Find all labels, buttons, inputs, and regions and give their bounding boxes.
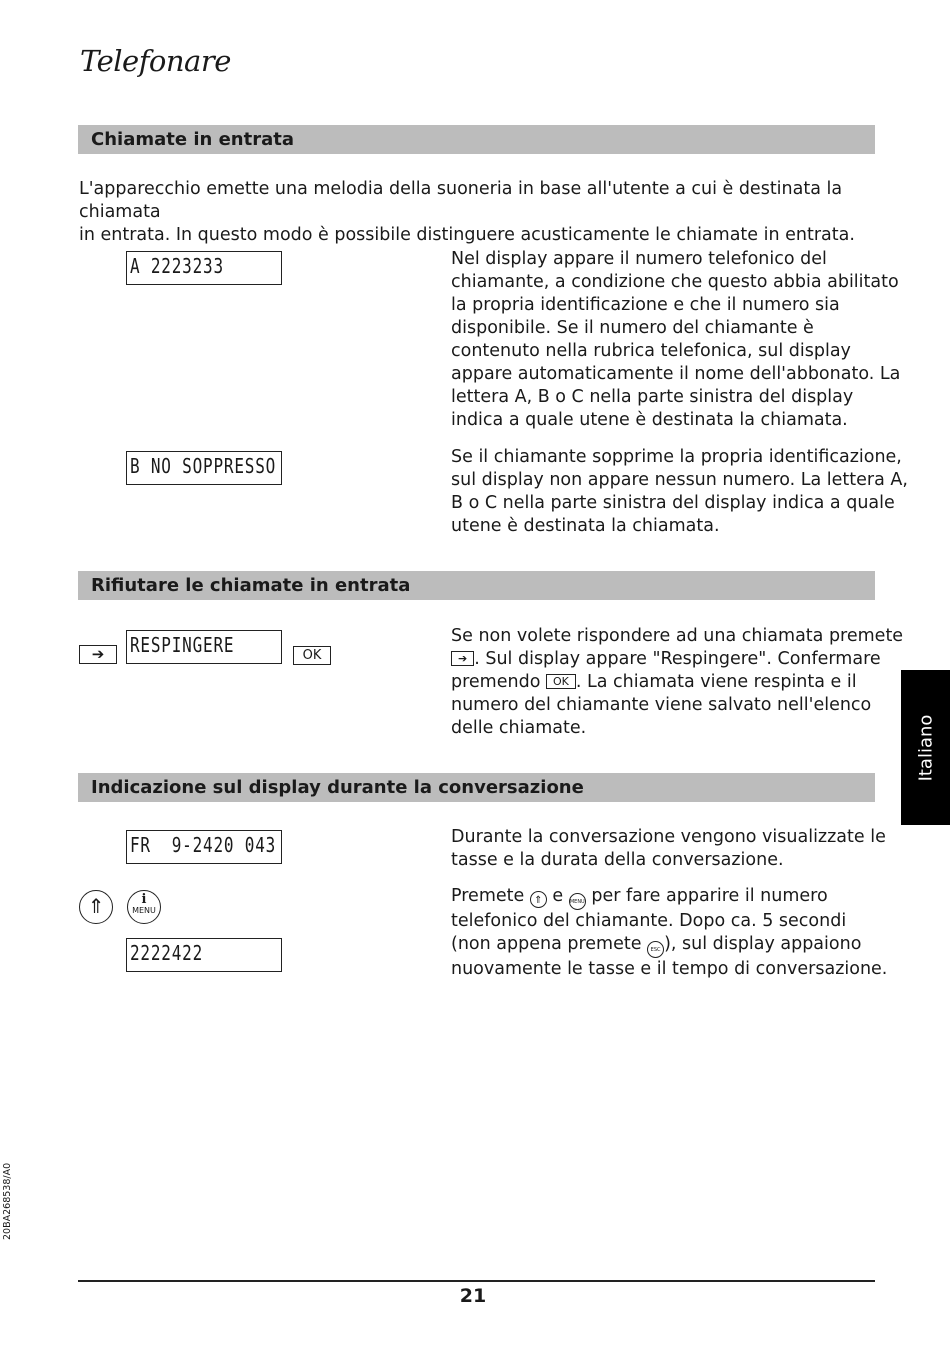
ok-key-icon: OK bbox=[293, 646, 331, 665]
page-title: Telefonare bbox=[80, 44, 231, 78]
footer-rule bbox=[78, 1280, 875, 1282]
section-heading-conversation bbox=[78, 773, 875, 802]
number-paragraph: Premete ⇑ e MENU per fare apparire il numero telefonico del chiamante. Dopo ca. 5 secondi (non appena premete ESC ), sul display appaiono nuovamente le tasse e il tempo di conversazione. bbox=[451, 886, 888, 979]
lcd-display-call-info: FR 9-2420 043 bbox=[126, 830, 282, 864]
section-heading-incoming bbox=[78, 125, 875, 154]
section-heading-reject bbox=[78, 571, 875, 600]
up-arrow-inline-icon: ⇑ bbox=[530, 891, 547, 908]
intro-paragraph bbox=[79, 178, 879, 247]
page-number: 21 bbox=[459, 1285, 487, 1307]
reject-paragraph: Se non volete rispondere ad una chiamata premete ➔ . Sul display appare "Respingere". Confermare premendo OK . La chiamata viene respinta e il numero del chiamante viene salvato nell'elenco delle chiamate. bbox=[451, 626, 904, 738]
intro-line: in entrata. In questo modo è possibile distinguere acusticamente le chiamate in entrata. bbox=[79, 225, 855, 245]
section-heading-text: Rifiutare le chiamate in entrata bbox=[91, 575, 411, 596]
arrow-key-icon: ➔ bbox=[79, 645, 117, 664]
section-heading-text: Indicazione sul display durante la conversazione bbox=[91, 777, 584, 798]
lcd-display-suppressed: B NO SOPPRESSO bbox=[126, 451, 282, 485]
ok-key-inline-icon: OK bbox=[546, 674, 576, 689]
menu-inline-icon: MENU bbox=[569, 893, 586, 910]
info-menu-key-icon: i MENU bbox=[127, 890, 161, 924]
caller-paragraph: Nel display appare il numero telefonico del chiamante, a condizione che questo abbia abilitato la propria identificazione e che il numero sia disponibile. Se il numero del chiamante è contenuto nella rubrica telefonica, sul display appare automaticamente il nome dell'abbonato. La lettera A, B o C nella parte sinistra del display indica a quale utene è destinata la chiamata. bbox=[451, 249, 901, 430]
conversation-paragraph: Durante la conversazione vengono visualizzate le tasse e la durata della conversazione. bbox=[451, 827, 886, 870]
suppressed-paragraph: Se il chiamante sopprime la propria identificazione, sul display non appare nessun numero. La lettera A, B o C nella parte sinistra del display indica a quale utene è destinata la chiamata. bbox=[451, 447, 908, 536]
intro-line: L'apparecchio emette una melodia della suoneria in base all'utente a cui è destinata la chiamata bbox=[79, 179, 843, 222]
arrow-key-inline-icon: ➔ bbox=[451, 651, 474, 666]
lcd-display-reject: RESPINGERE bbox=[126, 630, 282, 664]
up-arrow-key-icon: ⇑ bbox=[79, 890, 113, 924]
language-tab bbox=[901, 670, 950, 825]
language-tab-label: Italiano bbox=[915, 714, 936, 781]
esc-inline-icon: ESC bbox=[647, 941, 664, 958]
section-heading-text: Chiamate in entrata bbox=[91, 129, 294, 150]
lcd-display-caller: A 2223233 bbox=[126, 251, 282, 285]
lcd-display-number: 2222422 bbox=[126, 938, 282, 972]
document-code: 20BA268538/A0 bbox=[2, 1162, 13, 1240]
